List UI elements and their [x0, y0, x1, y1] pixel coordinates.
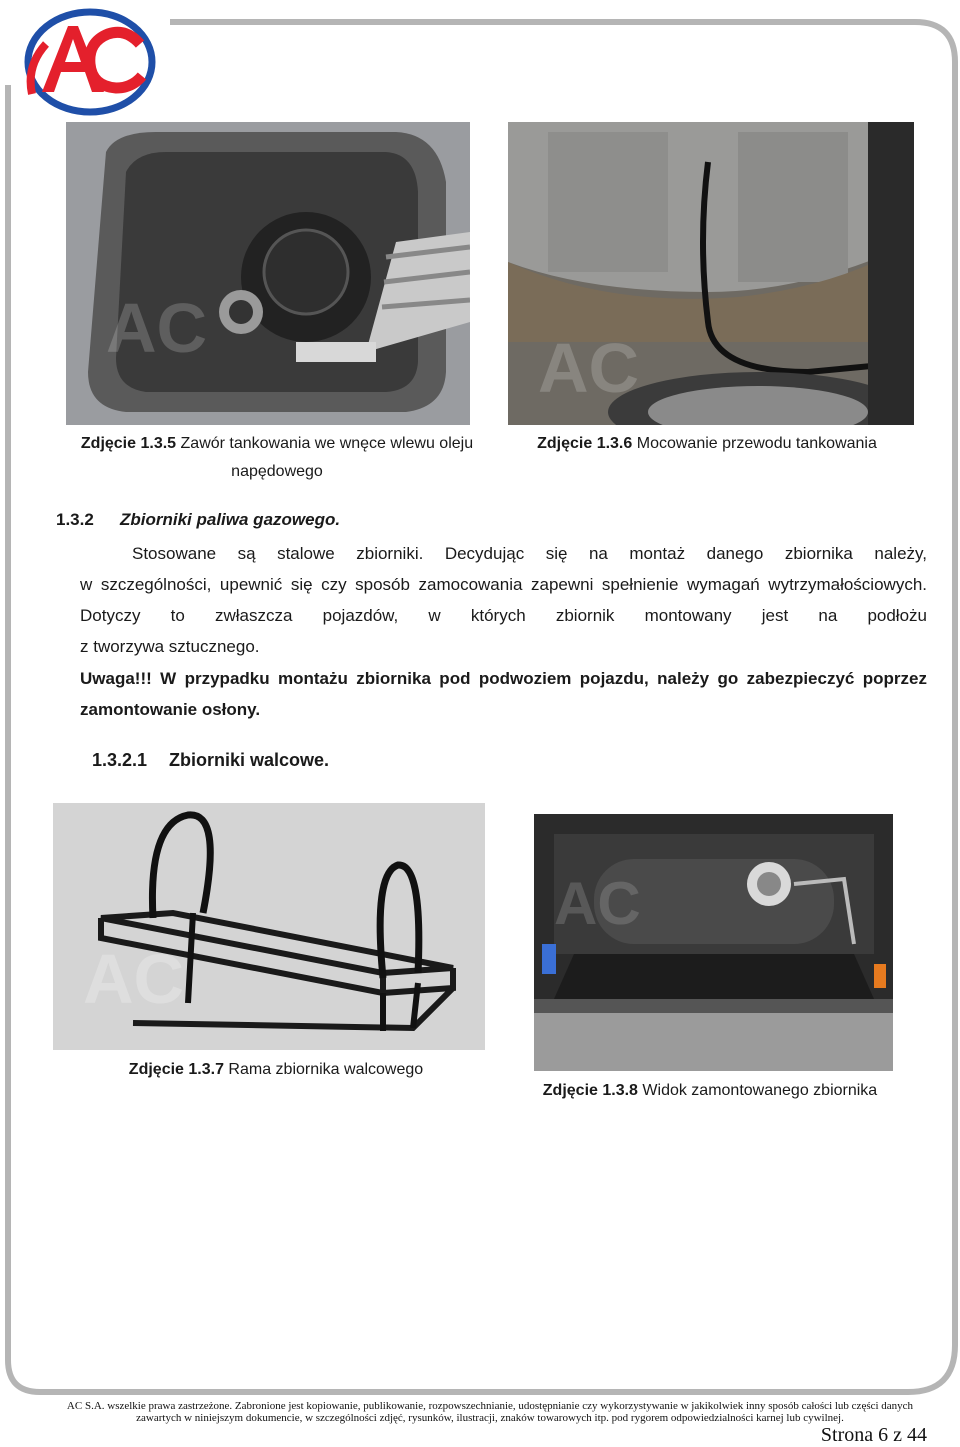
caption-label: Zdjęcie 1.3.7 [128, 1061, 224, 1078]
footer-copyright-line-2: zawartych w niniejszym dokumencie, w szczególności zdjęć, rysunków, ilustracji, znaków towarowych itp. pod rygorem odpowiedzialności karnej lub cywilnej. [136, 1412, 844, 1424]
subsection-heading [92, 750, 329, 771]
caption-photo-1-3-6 [520, 430, 894, 458]
body-line-3: Dotyczy to zwłaszcza pojazdów, w których zbiornik montowany jest na podłożu [80, 606, 927, 625]
caption-text-line2: napędowego [231, 463, 323, 480]
photo-tank-frame [53, 803, 485, 1050]
caption-photo-1-3-5 [66, 430, 488, 486]
caption-text: Rama zbiornika walcowego [228, 1061, 424, 1078]
photo-wheel-arch-hose [508, 122, 914, 425]
caption-label: Zdjęcie 1.3.8 [542, 1082, 638, 1099]
caption-text: Mocowanie przewodu tankowania [636, 435, 877, 452]
caption-label: Zdjęcie 1.3.5 [80, 435, 177, 452]
svg-text:AC: AC [83, 940, 185, 1018]
body-line-1: Stosowane są stalowe zbiorniki. Decydując się na montaż danego zbiornika należy, [132, 544, 927, 563]
body-line-4: z tworzywa sztucznego. [80, 637, 260, 656]
caption-label: Zdjęcie 1.3.6 [537, 435, 633, 452]
subsection-title: Zbiorniki walcowe. [169, 750, 330, 770]
photo-fuel-filler-valve [66, 122, 470, 425]
caption-text: Widok zamontowanego zbiornika [642, 1082, 878, 1099]
caption-photo-1-3-8 [520, 1077, 900, 1105]
section-title: Zbiorniki paliwa gazowego. [120, 510, 341, 529]
section-number: 1.3.2 [56, 510, 94, 529]
page-number: Strona 6 z 44 [820, 1424, 927, 1446]
svg-text:AC: AC [554, 870, 641, 937]
svg-text:AC: AC [538, 329, 640, 407]
body-line-2: w szczególności, upewnić się czy sposób zamocowania zapewni spełnienie wymagań wytrzymałościowych. [80, 575, 927, 594]
warning-line-1: Uwaga!!! W przypadku montażu zbiornika pod podwoziem pojazdu, należy go zabezpieczyć poprzez [80, 669, 927, 688]
section-heading [56, 510, 340, 530]
caption-text: Zawór tankowania we wnęce wlewu oleju [180, 435, 474, 452]
photo-trunk-tank [534, 814, 893, 1071]
footer-copyright-line-1: AC S.A. wszelkie prawa zastrzeżone. Zabronione jest kopiowanie, publikowanie, rozpowszechnianie, udostępnianie czy wykorzystywanie w jakikolwiek inny sposób całości lub części danych [66, 1400, 914, 1412]
subsection-number: 1.3.2.1 [92, 750, 148, 770]
company-logo [24, 6, 156, 118]
caption-photo-1-3-7 [60, 1056, 492, 1084]
svg-text:AC: AC [106, 289, 208, 367]
warning-line-2: zamontowanie osłony. [80, 700, 261, 719]
